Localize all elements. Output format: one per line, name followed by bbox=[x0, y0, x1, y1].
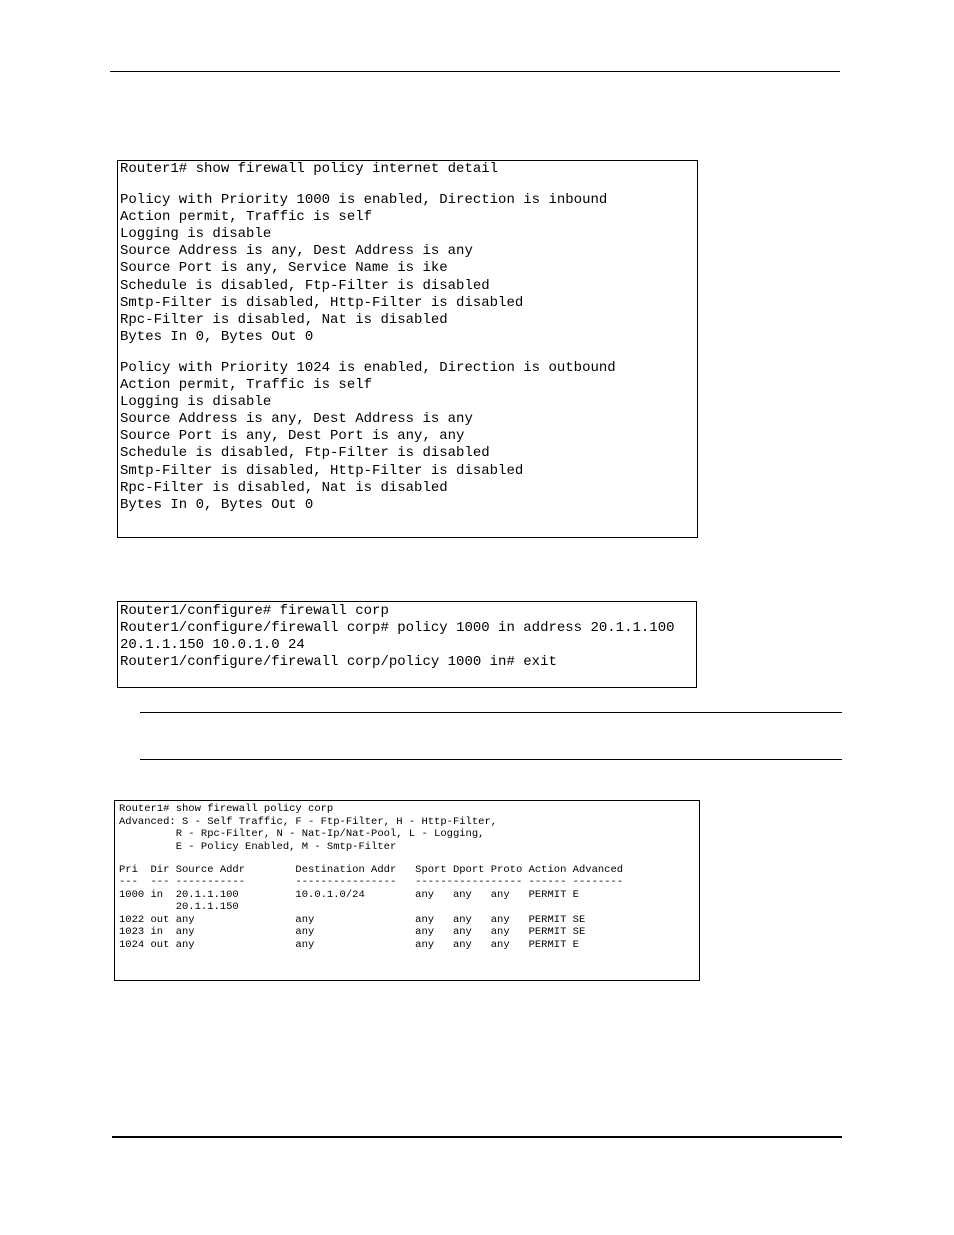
header-rule bbox=[110, 71, 840, 72]
code-line bbox=[119, 853, 699, 864]
code-line: Bytes In 0, Bytes Out 0 bbox=[120, 328, 314, 345]
code-listing bbox=[118, 161, 697, 514]
separator-rule-top bbox=[140, 712, 842, 713]
code-line: Schedule is disabled, Ftp-Filter is disabled bbox=[120, 277, 490, 294]
table-row: 1000 in 20.1.1.100 10.0.1.0/24 any any any PERMIT E bbox=[119, 888, 579, 901]
code-line: Router1# show firewall policy corp bbox=[119, 803, 334, 815]
code-line: Policy with Priority 1000 is enabled, Direction is inbound bbox=[120, 192, 608, 209]
code-listing bbox=[118, 603, 696, 671]
code-line: Advanced: S - Self Traffic, F - Ftp-Filter, H - Http-Filter, bbox=[119, 815, 498, 828]
code-line: Logging is disable bbox=[120, 226, 272, 243]
separator-rule-bottom bbox=[140, 759, 842, 760]
code-line bbox=[120, 346, 697, 360]
table-row: 1023 in any any any any any PERMIT SE bbox=[119, 926, 586, 938]
table-header-line: Pri Dir Source Addr Destination Addr Sport Dport Proto Action Advanced bbox=[119, 863, 624, 876]
code-line: Router1/configure/firewall corp# policy 1000 in address 20.1.1.100 bbox=[120, 620, 675, 637]
table-row: 20.1.1.150 bbox=[119, 901, 239, 913]
code-line: Source Address is any, Dest Address is any bbox=[120, 411, 473, 428]
code-box-policy-detail bbox=[117, 160, 698, 538]
code-line: 20.1.1.150 10.0.1.0 24 bbox=[120, 637, 305, 654]
code-line: Source Port is any, Dest Port is any, any bbox=[120, 428, 465, 445]
code-line: Source Address is any, Dest Address is any bbox=[120, 243, 473, 260]
code-line: Smtp-Filter is disabled, Http-Filter is disabled bbox=[120, 462, 524, 479]
code-line: Action permit, Traffic is self bbox=[120, 209, 373, 226]
footer-rule bbox=[112, 1136, 842, 1138]
code-line: Router1/configure# firewall corp bbox=[120, 603, 389, 619]
code-box-policy-corp bbox=[114, 800, 700, 981]
code-line: Source Port is any, Service Name is ike bbox=[120, 260, 448, 277]
code-line: Action permit, Traffic is self bbox=[120, 377, 373, 394]
code-line: E - Policy Enabled, M - Smtp-Filter bbox=[119, 840, 397, 853]
code-listing bbox=[115, 803, 699, 951]
code-box-firewall-config bbox=[117, 601, 697, 688]
code-line: Policy with Priority 1024 is enabled, Direction is outbound bbox=[120, 359, 616, 376]
code-line: Rpc-Filter is disabled, Nat is disabled bbox=[120, 311, 448, 328]
code-line: R - Rpc-Filter, N - Nat-Ip/Nat-Pool, L - Logging, bbox=[119, 828, 485, 840]
table-row: 1024 out any any any any any PERMIT E bbox=[119, 938, 579, 951]
code-line: Logging is disable bbox=[120, 394, 272, 411]
table-row: 1022 out any any any any any PERMIT SE bbox=[119, 913, 586, 926]
table-divider-line: --- --- ----------- ---------------- ----------------- ------ -------- bbox=[119, 876, 624, 888]
code-line: Schedule is disabled, Ftp-Filter is disabled bbox=[120, 445, 490, 462]
code-line: Router1/configure/firewall corp/policy 1000 in# exit bbox=[120, 654, 557, 671]
code-line: Rpc-Filter is disabled, Nat is disabled bbox=[120, 479, 448, 496]
code-line bbox=[120, 178, 697, 192]
code-line: Router1# show firewall policy internet detail bbox=[120, 161, 499, 177]
code-line: Smtp-Filter is disabled, Http-Filter is disabled bbox=[120, 294, 524, 311]
code-line: Bytes In 0, Bytes Out 0 bbox=[120, 496, 314, 513]
